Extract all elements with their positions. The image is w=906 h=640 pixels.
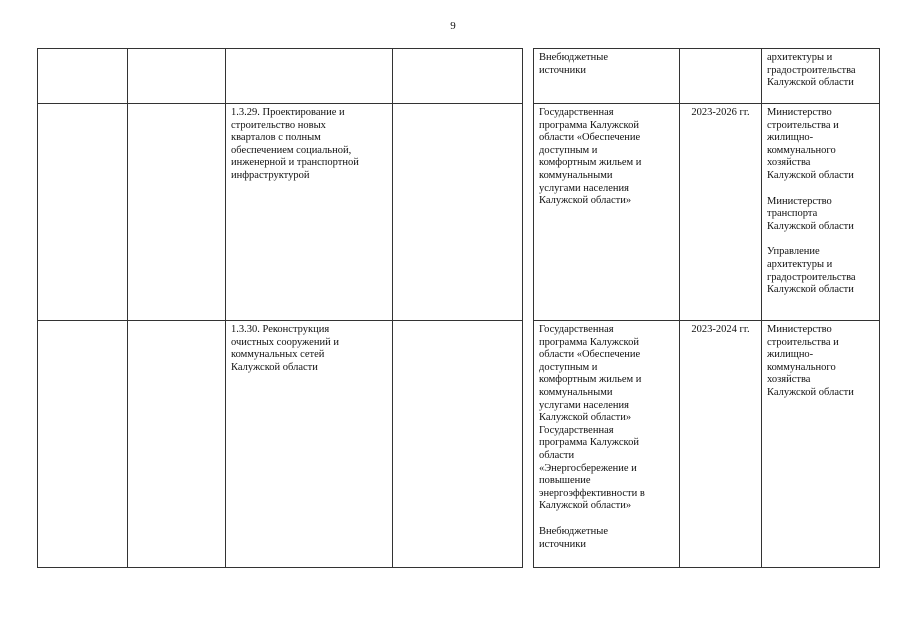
executor-text: Министерство транспорта Калужской области	[767, 195, 854, 232]
page-number: 9	[450, 20, 456, 32]
source-text: Государственная программа Калужской области «Обеспечение доступным и комфортным жильем и коммунальными услугами населения Калужской области» Государственная программа Калужской области «Энергосбережение и повышение энергоэффективности в Калужской области»	[539, 324, 645, 512]
cell-col4	[393, 104, 523, 321]
source-text: Внебюджетные источники	[539, 52, 608, 76]
executor-text: Управление архитектуры и градостроительства Калужской области	[767, 246, 856, 296]
cell-col2	[128, 321, 226, 568]
cell-activity	[226, 321, 393, 568]
cell-col4	[393, 321, 523, 568]
cell-col4	[393, 49, 523, 104]
cell-col1	[38, 49, 128, 104]
cell-gap	[523, 104, 534, 321]
cell-col1	[38, 104, 128, 321]
cell-period	[680, 321, 762, 568]
executor-text: Министерство строительства и жилищно- коммунального хозяйства Калужской области	[767, 107, 854, 181]
executor-text: Министерство строительства и жилищно- коммунального хозяйства Калужской области	[767, 324, 854, 398]
executor-text: архитектуры и градостроительства Калужской области	[767, 52, 856, 89]
activity-text: 1.3.29. Проектирование и строительство новых кварталов с полным обеспечением социальной, инженерной и транспортной инфраструктурой	[231, 107, 359, 181]
cell-source	[534, 49, 680, 104]
source-text: Внебюджетные источники	[539, 525, 608, 550]
cell-executor	[762, 49, 880, 104]
cell-col2	[128, 49, 226, 104]
source-text: Государственная программа Калужской области «Обеспечение доступным и комфортным жильем и коммунальными услугами населения Калужской области»	[539, 107, 642, 207]
cell-period	[680, 49, 762, 104]
table-row	[38, 49, 880, 104]
cell-activity	[226, 49, 393, 104]
activity-text: 1.3.30. Реконструкция очистных сооружений и коммунальных сетей Калужской области	[231, 324, 339, 373]
cell-gap	[523, 321, 534, 568]
cell-col1	[38, 321, 128, 568]
table-row	[38, 104, 880, 321]
cell-activity	[226, 104, 393, 321]
period-text: 2023-2024 гг.	[691, 324, 750, 335]
cell-source	[534, 321, 680, 568]
table-row	[38, 321, 880, 568]
measures-table	[37, 48, 880, 568]
cell-source	[534, 104, 680, 321]
cell-period	[680, 104, 762, 321]
cell-executor	[762, 104, 880, 321]
period-text: 2023-2026 гг.	[691, 107, 750, 118]
cell-executor	[762, 321, 880, 568]
cell-col2	[128, 104, 226, 321]
cell-gap	[523, 49, 534, 104]
